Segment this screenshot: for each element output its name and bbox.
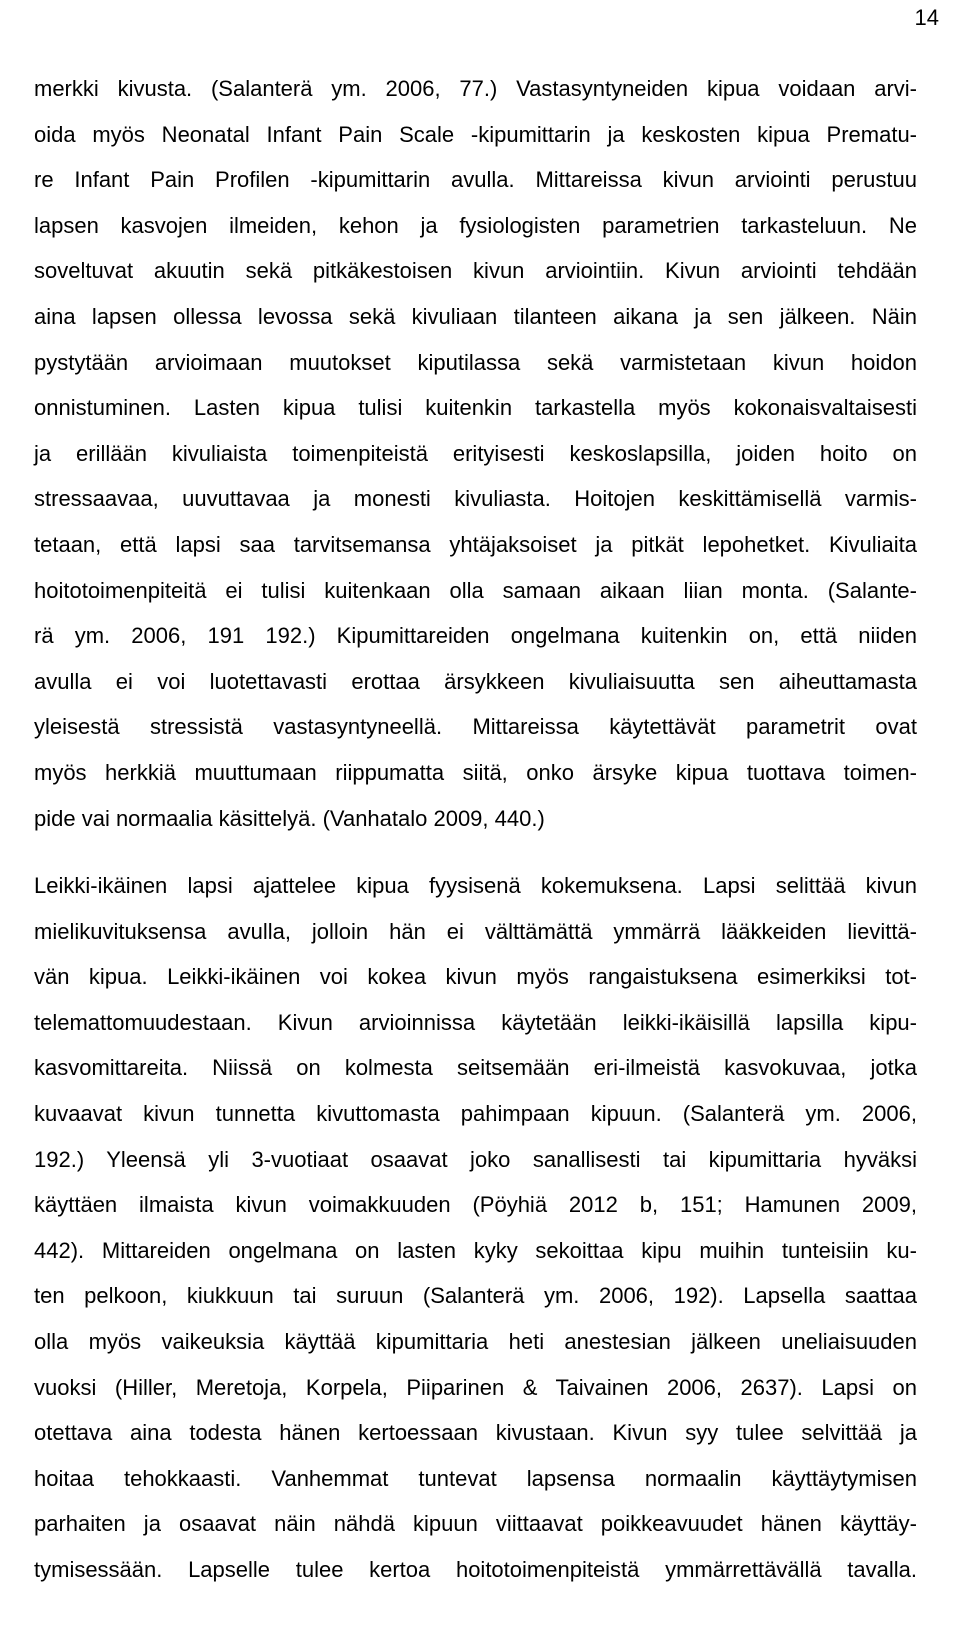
text-line: kasvomittareita. Niissä on kolmesta seitsemään eri-ilmeistä kasvokuvaa, jotka	[34, 1055, 917, 1081]
text-line: otettava aina todesta hänen kertoessaan kivustaan. Kivun syy tulee selvittää ja	[34, 1420, 917, 1446]
text-line: tetaan, että lapsi saa tarvitsemansa yhtäjaksoiset ja pitkät lepohetket. Kivuliaita	[34, 531, 917, 557]
text-line: Leikki-ikäinen lapsi ajattelee kipua fyysisenä kokemuksena. Lapsi selittää kivun	[34, 873, 917, 898]
page-number: 14	[914, 5, 939, 30]
text-line: telemattomuudestaan. Kivun arvioinnissa käytetään leikki-ikäisillä lapsilla kipu-	[34, 1009, 917, 1035]
text-line: merkki kivusta. (Salanterä ym. 2006, 77.) Vastasyntyneiden kipua voidaan arvi-	[34, 76, 917, 101]
text-line: soveltuvat akuutin sekä pitkäkestoisen kivun arviointiin. Kivun arviointi tehdään	[34, 258, 917, 284]
body-paragraph-1	[34, 66, 917, 841]
text-line: avulla ei voi luotettavasti erottaa ärsykkeen kivuliaisuutta sen aiheuttamasta	[34, 668, 917, 694]
text-line: vän kipua. Leikki-ikäinen voi kokea kivun myös rangaistuksena esimerkiksi tot-	[34, 964, 917, 990]
text-line: myös herkkiä muuttumaan riippumatta siitä, onko ärsyke kipua tuottava toimen-	[34, 759, 917, 785]
text-line: kuvaavat kivun tunnetta kivuttomasta pahimpaan kipuun. (Salanterä ym. 2006,	[34, 1100, 917, 1126]
text-line: olla myös vaikeuksia käyttää kipumittaria heti anestesian jälkeen uneliaisuuden	[34, 1328, 917, 1354]
text-line: aina lapsen ollessa levossa sekä kivuliaan tilanteen aikana ja sen jälkeen. Näin	[34, 303, 917, 329]
text-line: re Infant Pain Profilen -kipumittarin avulla. Mittareissa kivun arviointi perustuu	[34, 167, 917, 193]
body-paragraph-2	[34, 863, 917, 1593]
text-line: mielikuvituksensa avulla, jolloin hän ei välttämättä ymmärrä lääkkeiden lievittä-	[34, 918, 917, 944]
text-line: onnistuminen. Lasten kipua tulisi kuitenkin tarkastella myös kokonaisvaltaisesti	[34, 395, 917, 421]
text-line: hoitotoimenpiteitä ei tulisi kuitenkaan olla samaan aikaan liian monta. (Salante-	[34, 577, 917, 603]
text-line: vuoksi (Hiller, Meretoja, Korpela, Piiparinen & Taivainen 2006, 2637). Lapsi on	[34, 1374, 917, 1400]
text-line: ja erillään kivuliaista toimenpiteistä erityisesti keskoslapsilla, joiden hoito on	[34, 440, 917, 466]
text-line: pide vai normaalia käsittelyä. (Vanhatalo 2009, 440.)	[34, 805, 545, 831]
text-line: hoitaa tehokkaasti. Vanhemmat tuntevat lapsensa normaalin käyttäytymisen	[34, 1465, 917, 1491]
text-line: stressaavaa, uuvuttavaa ja monesti kivuliasta. Hoitojen keskittämisellä varmis-	[34, 486, 917, 512]
text-line: käyttäen ilmaista kivun voimakkuuden (Pöyhiä 2012 b, 151; Hamunen 2009,	[34, 1192, 917, 1218]
text-line: ten pelkoon, kiukkuun tai suruun (Salanterä ym. 2006, 192). Lapsella saattaa	[34, 1283, 917, 1309]
text-line: oida myös Neonatal Infant Pain Scale -kipumittarin ja keskosten kipua Prematu-	[34, 121, 917, 147]
text-line: pystytään arvioimaan muutokset kiputilassa sekä varmistetaan kivun hoidon	[34, 349, 917, 375]
text-line: rä ym. 2006, 191 192.) Kipumittareiden ongelmana kuitenkin on, että niiden	[34, 623, 917, 649]
text-line: yleisestä stressistä vastasyntyneellä. Mittareissa käytettävät parametrit ovat	[34, 714, 917, 740]
text-line: lapsen kasvojen ilmeiden, kehon ja fysiologisten parametrien tarkasteluun. Ne	[34, 212, 917, 238]
text-line: 442). Mittareiden ongelmana on lasten kyky sekoittaa kipu muihin tunteisiin ku-	[34, 1237, 917, 1263]
text-line: parhaiten ja osaavat näin nähdä kipuun viittaavat poikkeavuudet hänen käyttäy-	[34, 1511, 917, 1537]
text-line: 192.) Yleensä yli 3-vuotiaat osaavat joko sanallisesti tai kipumittaria hyväksi	[34, 1146, 917, 1172]
text-line: tymisessään. Lapselle tulee kertoa hoitotoimenpiteistä ymmärrettävällä tavalla.	[34, 1556, 917, 1582]
